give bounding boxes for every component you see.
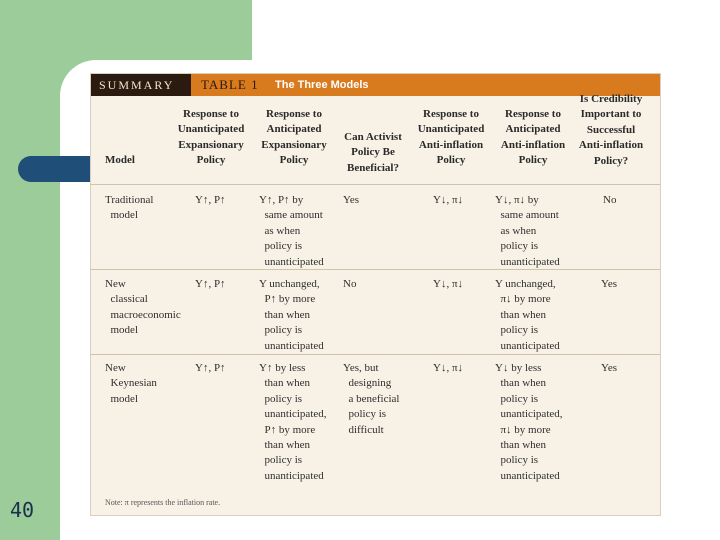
- row2-unanticipated-expansionary: Y↑, P↑: [195, 278, 226, 290]
- row3-anticipated-antiinflation: Y↓ by less than when policy is unanticipated, π↓ by more than when policy is unanticipated: [495, 362, 563, 482]
- table-note: Note: π represents the inflation rate.: [105, 498, 221, 507]
- left-side-bar: [0, 60, 60, 540]
- row1-unanticipated-antiinflation: Y↓, π↓: [433, 194, 463, 206]
- header-anticipated-antiinflation: Response to Anticipated Anti-inflation Policy: [500, 108, 566, 167]
- table-number-label: TABLE 1: [201, 77, 259, 92]
- row2-unanticipated-antiinflation: Y↓, π↓: [433, 278, 463, 290]
- row1-divider: [91, 269, 660, 270]
- row1-anticipated-antiinflation: Y↓, π↓ by same amount as when policy is unanticipated: [495, 194, 560, 268]
- row3-activist-policy: Yes, but designing a beneficial policy is difficult: [343, 362, 400, 436]
- header-credibility: Is Credibility Important to Successful Anti-inflation Policy?: [578, 93, 644, 167]
- row3-model: New Keynesian model: [105, 362, 157, 405]
- row2-anticipated-antiinflation: Y unchanged, π↓ by more than when policy is unanticipated: [495, 278, 560, 352]
- header-unanticipated-antiinflation: Response to Unanticipated Anti-inflation Policy: [417, 108, 485, 167]
- row1-model: Traditional model: [105, 194, 154, 222]
- row2-activist-policy: No: [343, 278, 357, 290]
- row2-divider: [91, 354, 660, 355]
- row3-credibility: Yes: [601, 362, 618, 374]
- row2-credibility: Yes: [601, 278, 618, 290]
- header-divider: [91, 184, 660, 185]
- slide-number: 40: [10, 498, 35, 522]
- row1-anticipated-expansionary: Y↑, P↑ by same amount as when policy is unanticipated: [259, 194, 324, 268]
- row1-activist-policy: Yes: [343, 194, 360, 206]
- row1-unanticipated-expansionary: Y↑, P↑: [195, 194, 226, 206]
- table-title: The Three Models: [275, 79, 369, 91]
- header-activist-policy: Can Activist Policy Be Beneficial?: [344, 131, 402, 174]
- row2-anticipated-expansionary: Y unchanged, P↑ by more than when policy is unanticipated: [259, 278, 324, 352]
- row3-anticipated-expansionary: Y↑ by less than when policy is unanticipated, P↑ by more than when policy is unanticipated: [259, 362, 327, 482]
- header-model: Model: [105, 154, 135, 166]
- summary-table: [90, 73, 661, 516]
- row3-unanticipated-antiinflation: Y↓, π↓: [433, 362, 463, 374]
- blue-accent-tab: [18, 156, 90, 182]
- summary-label: SUMMARY: [91, 74, 191, 96]
- header-unanticipated-expansionary: Response to Unanticipated Expansionary Policy: [177, 108, 245, 167]
- row2-model: New classical macroeconomic model: [105, 278, 181, 337]
- row1-credibility: No: [603, 194, 617, 206]
- header-anticipated-expansionary: Response to Anticipated Expansionary Policy: [261, 108, 327, 167]
- row3-unanticipated-expansionary: Y↑, P↑: [195, 362, 226, 374]
